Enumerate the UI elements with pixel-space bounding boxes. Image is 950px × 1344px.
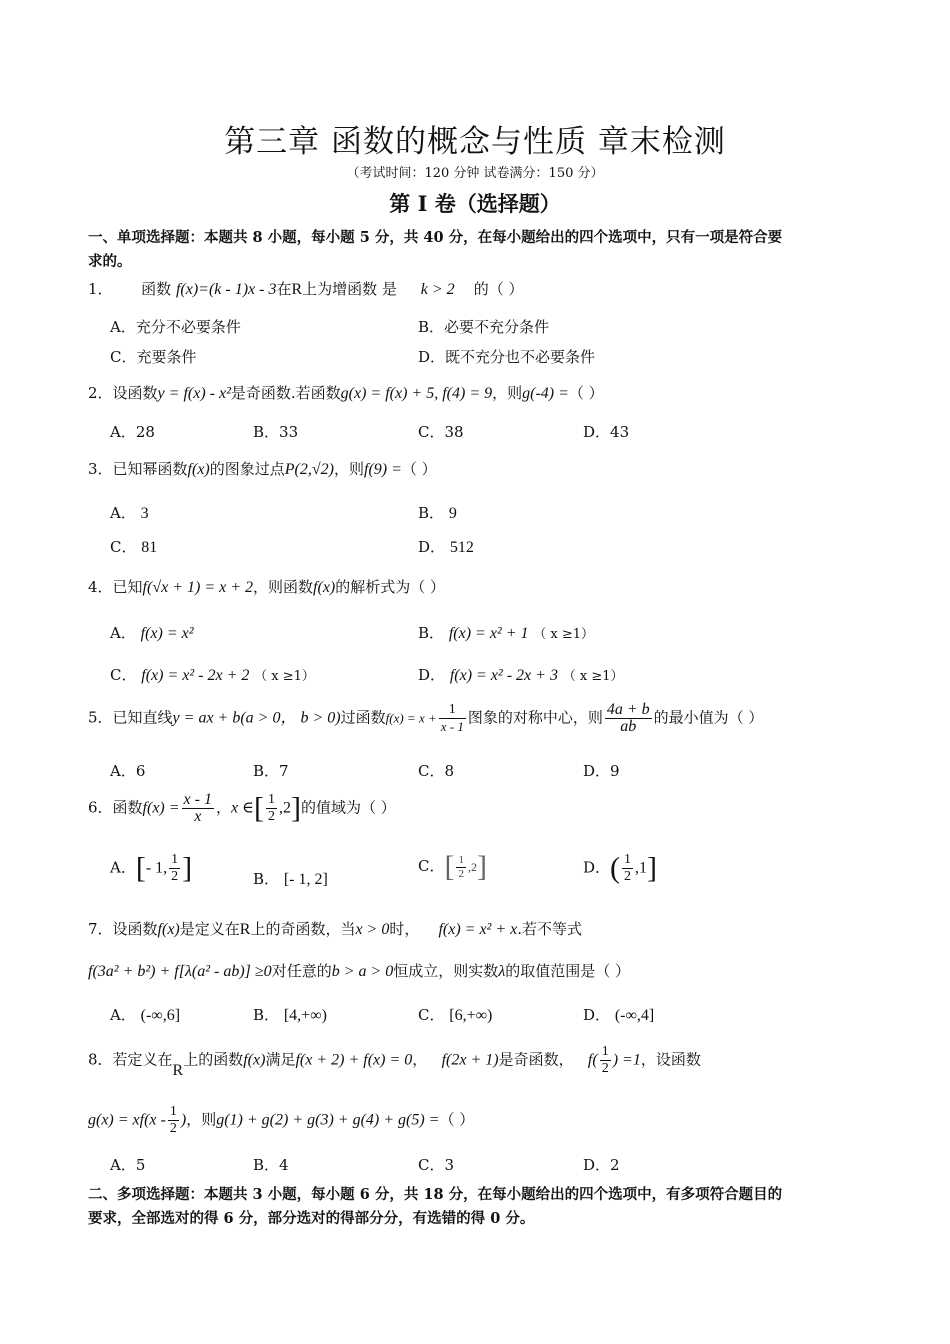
section2-intro-line1: 二、多项选择题：本题共 3 小题，每小题 6 分，共 18 分，在每小题给出的四个选项中，有多项符合题目的: [88, 1186, 783, 1203]
q4-option-d: D． f(x) = x² - 2x + 3 （ x ≥1）: [418, 666, 624, 684]
question-2-stem: 2．设函数y = f(x) - x²是奇函数.若函数g(x) = f(x) + 5, f(4) = 9，则g(-4) =（ ）: [88, 384, 604, 402]
section2-intro: [88, 1183, 868, 1231]
q1-option-c: C．充要条件: [110, 348, 197, 366]
q5-fraction-1: $\frac{1}{x - 1}$: [440, 702, 464, 734]
question-6-stem: 6．函数f(x) = $\frac{x - 1}{x}$ ，x ∈[ $\frac{1}{2}$ ,2]的值域为（ ）: [88, 791, 396, 825]
q3-option-a: A． 3: [110, 504, 149, 522]
q2-option-b: B．33: [253, 423, 299, 441]
q7-option-b: B． [4,+∞): [253, 1006, 327, 1024]
q5-option-a: A．6: [110, 762, 146, 780]
q7-option-d: D． (-∞,4]: [583, 1006, 655, 1024]
section1-intro-line2: 求的。: [88, 253, 132, 270]
q4-option-b: B． f(x) = x² + 1 （ x ≥1）: [418, 624, 595, 642]
volume-title: 第 I 卷（选择题）: [389, 191, 561, 216]
question-8-stem-line2: g(x) = xf(x - $\frac{1}{2}$ )，则g(1) + g(2) + g(3) + g(4) + g(5) =（ ）: [88, 1104, 475, 1136]
question-5-stem: 5．已知直线y = ax + b(a > 0， b > 0)过函数f(x) = x + $\frac{1}{x - 1}$ 图象的对称中心，则 $\frac{4a + b}{ab}$ 的最小值为（ ）: [88, 701, 764, 735]
q8-option-c: C．3: [418, 1156, 455, 1174]
q3-option-c: C． 81: [110, 538, 158, 556]
q2-option-c: C．38: [418, 423, 464, 441]
q1-option-a: A．充分不必要条件: [110, 318, 241, 336]
q6-option-b: B． [- 1, 2]: [253, 870, 328, 888]
q6-option-a: A．[- 1, $\frac{1}{2}$ ]: [110, 851, 193, 885]
page-title: 第三章 函数的概念与性质 章末检测: [224, 124, 726, 160]
q6-option-d: D．( $\frac{1}{2}$ ,1]: [583, 851, 658, 885]
question-7-stem-line2: f(3a² + b²) + f[λ(a² - ab)] ≥0对任意的b > a > 0恒成立，则实数λ的取值范围是（ ）: [88, 962, 631, 980]
question-3-stem: 3．已知幂函数f(x)的图象过点P(2,√2)，则f(9) =（ ）: [88, 460, 437, 478]
exam-info: （考试时间：120 分钟 试卷满分：150 分）: [346, 166, 604, 181]
question-7-stem: 7．设函数f(x)是定义在R上的奇函数，当x > 0时， f(x) = x² + x.若不等式: [88, 920, 583, 938]
section1-intro-line1: 一、单项选择题：本题共 8 小题，每小题 5 分，共 40 分，在每小题给出的四个选项中，只有一项是符合要: [88, 229, 783, 246]
q1-option-d: D．既不充分也不必要条件: [418, 348, 596, 366]
section2-intro-line2: 要求，全部选对的得 6 分，部分选对的得部分分，有选错的得 0 分。: [88, 1210, 535, 1227]
section1-intro: [88, 226, 868, 274]
q7-option-c: C． [6,+∞): [418, 1006, 493, 1024]
q1-option-b: B．必要不充分条件: [418, 318, 550, 336]
q2-option-d: D．43: [583, 423, 630, 441]
q4-option-c: C． f(x) = x² - 2x + 2 （ x ≥1）: [110, 666, 315, 684]
q4-option-a: A． f(x) = x²: [110, 624, 194, 642]
q7-option-a: A． (-∞,6]: [110, 1006, 181, 1024]
q8-option-a: A．5: [110, 1156, 146, 1174]
q3-option-d: D． 512: [418, 538, 474, 556]
q3-option-b: B． 9: [418, 504, 457, 522]
question-4-stem: 4．已知f(√x + 1) = x + 2，则函数f(x)的解析式为（ ）: [88, 578, 446, 596]
q8-option-b: B．4: [253, 1156, 289, 1174]
q8-option-d: D．2: [583, 1156, 620, 1174]
question-8-stem: 8．若定义在R上的函数f(x)满足f(x + 2) + f(x) = 0， f(2x + 1)是奇函数， f( $\frac{1}{2}$ ) =1，设函数: [88, 1044, 701, 1079]
q1-function-expr: f(x)=(k - 1)x - 3: [175, 281, 277, 298]
q5-option-d: D．9: [583, 762, 620, 780]
q5-option-c: C．8: [418, 762, 455, 780]
question-1-stem: 1． 函数 f(x)=(k - 1)x - 3在R上为增函数 是 k > 2 的（ ）: [88, 280, 524, 298]
q2-option-a: A．28: [110, 423, 155, 441]
q1-condition: k > 2: [420, 281, 455, 298]
q5-fraction-2: $\frac{4a + b}{ab}$: [606, 701, 650, 735]
q6-option-c: C．[ $\frac{1}{2}$ ,2]: [418, 850, 487, 883]
q5-option-b: B．7: [253, 762, 289, 780]
